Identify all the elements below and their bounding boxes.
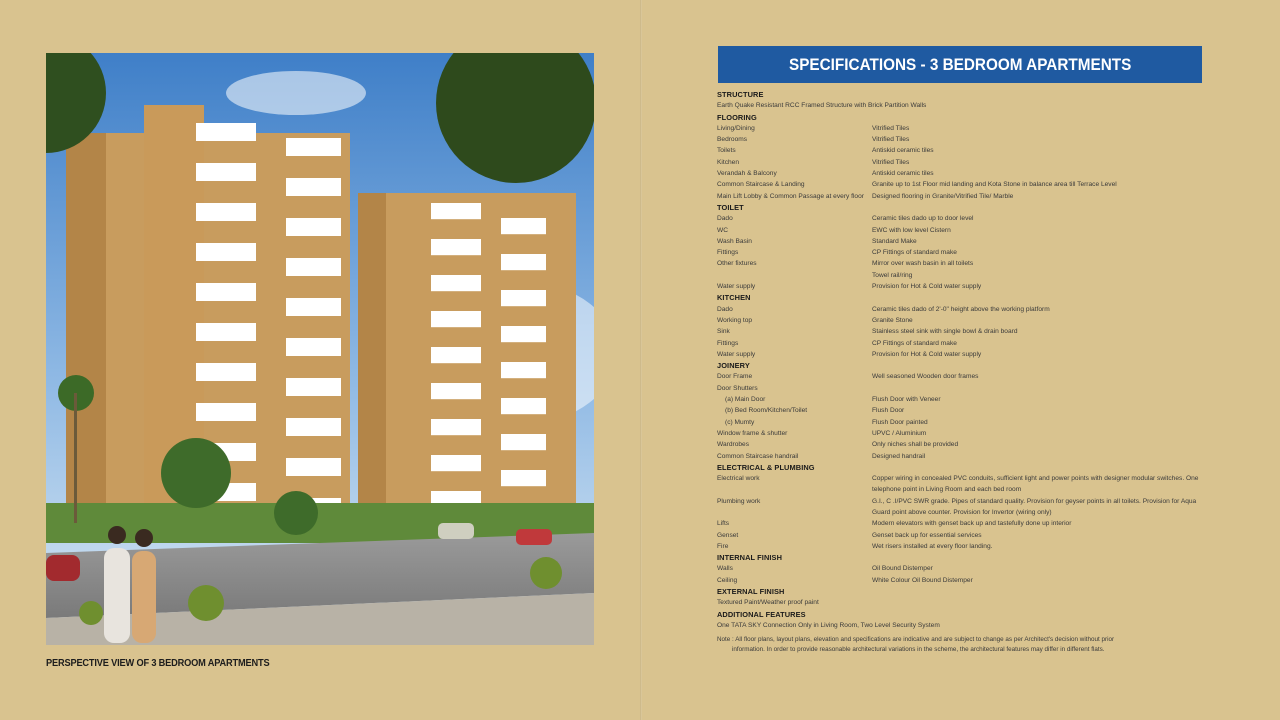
spec-value: Stainless steel sink with single bowl & drain board — [872, 328, 1018, 336]
spec-row — [717, 258, 1217, 269]
disclaimer-note — [717, 635, 1217, 655]
spec-label: Verandah & Balcony — [717, 170, 777, 178]
balcony-stripe — [286, 298, 341, 316]
spec-value: UPVC / Aluminium — [872, 429, 927, 437]
spec-row — [717, 191, 1217, 202]
spec-label: Water supply — [717, 350, 756, 358]
spec-value: Standard Make — [872, 237, 917, 245]
spec-label: Bedrooms — [717, 136, 748, 144]
balcony-stripe — [431, 311, 481, 327]
spec-row — [717, 304, 1217, 315]
spec-label: Living/Dining — [717, 124, 755, 132]
note-line-1: Note : All floor plans, layout plans, elevation and specifications are indicative and are subject to change as per Architect's decision without prior — [717, 636, 1115, 644]
section-heading-joinery: JOINERY — [717, 361, 750, 371]
balcony-stripe — [431, 275, 481, 291]
balcony-stripe — [196, 363, 256, 381]
spec-label: Main Lift Lobby & Common Passage at every floor — [717, 192, 864, 200]
spec-row — [717, 145, 1217, 156]
spec-label: Other fixtures — [717, 260, 757, 268]
image-caption: PERSPECTIVE VIEW OF 3 BEDROOM APARTMENTS — [46, 657, 270, 669]
electrical-rows — [717, 473, 1217, 552]
section-heading-structure: STRUCTURE — [717, 90, 764, 99]
spec-row — [717, 338, 1217, 349]
joinery-rows — [717, 371, 1217, 461]
spec-label: Fire — [717, 542, 729, 550]
spec-row — [717, 405, 1217, 416]
spec-row — [717, 383, 1217, 394]
spec-value: Mirror over wash basin in all toilets — [872, 260, 974, 268]
spec-row — [717, 213, 1217, 224]
spec-row — [717, 281, 1217, 292]
spec-row — [717, 439, 1217, 450]
specifications-list — [717, 89, 1217, 655]
spec-value: Wet risers installed at every floor landing. — [872, 542, 993, 550]
balcony-stripe — [196, 323, 256, 341]
balcony-stripe — [196, 403, 256, 421]
balcony-stripe — [286, 258, 341, 276]
spec-value: EWC with low level Cistern — [872, 226, 951, 234]
spec-row — [717, 157, 1217, 168]
spec-value: Modern elevators with genset back up and tastefully done up interior — [872, 520, 1072, 528]
spec-row — [717, 563, 1217, 574]
section-heading-kitchen: KITCHEN — [717, 293, 751, 303]
spec-value: Granite Stone — [872, 316, 913, 324]
spec-label: Plumbing work — [717, 497, 761, 505]
spec-label: Water supply — [717, 283, 756, 291]
balcony-stripe — [196, 163, 256, 181]
balcony-stripe — [501, 434, 546, 450]
spec-value: CP Fittings of standard make — [872, 339, 957, 347]
spec-label: Genset — [717, 531, 739, 539]
section-heading-electrical: ELECTRICAL & PLUMBING — [717, 462, 815, 472]
spec-label: Common Staircase & Landing — [717, 181, 805, 189]
spec-value: Provision for Hot & Cold water supply — [872, 350, 982, 358]
section-heading-external-finish: EXTERNAL FINISH — [717, 587, 785, 597]
balcony-stripe — [431, 347, 481, 363]
spec-label: Wardrobes — [717, 441, 750, 449]
spec-label: Door Shutters — [717, 384, 758, 392]
balcony-stripe — [501, 398, 546, 414]
spec-label: Fittings — [717, 249, 739, 257]
spec-row — [717, 225, 1217, 236]
balcony-stripe — [286, 418, 341, 436]
spec-row — [717, 247, 1217, 258]
spec-value: Antiskid ceramic tiles — [872, 170, 934, 178]
section-heading-toilet: TOILET — [717, 202, 744, 212]
spec-label: Walls — [717, 565, 733, 573]
spec-label: Fittings — [717, 339, 739, 347]
spec-label: Wash Basin — [717, 237, 752, 245]
spec-value: Antiskid ceramic tiles — [872, 147, 934, 155]
balcony-stripe — [286, 218, 341, 236]
spec-row — [717, 496, 1217, 519]
specifications-title-banner — [718, 46, 1202, 83]
spec-value: Ceramic tiles dado up to door level — [872, 215, 974, 223]
spec-value: Provision for Hot & Cold water supply — [872, 283, 982, 291]
spec-label: Toilets — [717, 147, 736, 155]
spec-label: Ceiling — [717, 576, 738, 584]
spec-value: Copper wiring in concealed PVC conduits, sufficient light and power points with designer modular switches. One telephone point in Living Room and each bed room — [872, 475, 1199, 494]
spec-label: Electrical work — [717, 475, 760, 483]
spec-row — [717, 541, 1217, 552]
spec-value: Vitrified Tiles — [872, 136, 910, 144]
spec-value: Designed handrail — [872, 452, 926, 460]
spec-value: Flush Door — [872, 407, 905, 415]
spec-value: Oil Bound Distemper — [872, 565, 933, 573]
balcony-stripe — [286, 378, 341, 396]
spec-row — [717, 518, 1217, 529]
spec-value: Flush Door painted — [872, 418, 928, 426]
balcony-stripe — [196, 123, 256, 141]
balcony-stripe — [431, 203, 481, 219]
spec-label: Kitchen — [717, 158, 739, 166]
note-line-2: information. In order to provide reasonable architectural variations in the scheme, the architectural features may differ in different flats. — [732, 646, 1105, 654]
spec-value: Vitrified Tiles — [872, 124, 910, 132]
balcony-stripe — [431, 383, 481, 399]
spec-value: G.I., C .I/PVC SWR grade. Pipes of standard quality. Provision for geyser points in all toilets. Provision for Aqua Guard point above counter. Provision for Invertor (wiring only) — [872, 497, 1197, 516]
spec-row — [717, 270, 1217, 281]
spec-row — [717, 236, 1217, 247]
balcony-stripe — [286, 458, 341, 476]
toilet-rows — [717, 213, 1217, 292]
spec-label: Working top — [717, 316, 753, 324]
spec-row — [717, 473, 1217, 496]
balcony-stripe — [501, 290, 546, 306]
spec-label: WC — [717, 226, 728, 234]
spec-row — [717, 134, 1217, 145]
spec-value: Ceramic tiles dado of 2'-0" height above the working platform — [872, 305, 1050, 313]
spec-label: Door Frame — [717, 373, 753, 381]
balcony-stripe — [196, 243, 256, 261]
spec-row — [717, 349, 1217, 360]
spec-row — [717, 417, 1217, 428]
spec-label: Window frame & shutter — [717, 429, 788, 437]
spec-value: CP Fittings of standard make — [872, 249, 957, 257]
section-heading-internal-finish: INTERNAL FINISH — [717, 553, 783, 563]
balcony-stripe — [501, 218, 546, 234]
balcony-stripe — [286, 178, 341, 196]
spec-label: (b) Bed Room/Kitchen/Toilet — [725, 407, 808, 415]
balcony-stripe — [501, 470, 546, 486]
spec-row — [717, 168, 1217, 179]
balcony-stripe — [501, 326, 546, 342]
spec-label: Lifts — [717, 520, 730, 528]
section-heading-flooring: FLOORING — [717, 112, 757, 122]
spec-row — [717, 326, 1217, 337]
spec-value: Towel rail/ring — [872, 271, 913, 279]
spec-value: Well seasoned Wooden door frames — [872, 373, 979, 381]
apartment-perspective-image — [46, 53, 594, 645]
balcony-stripe — [196, 283, 256, 301]
balcony-stripe — [286, 338, 341, 356]
spec-label: Common Staircase handrail — [717, 452, 799, 460]
spec-row: Textured Paint/Weather proof paint — [717, 599, 819, 607]
spec-value: Vitrified Tiles — [872, 158, 910, 166]
spec-value: Genset back up for essential services — [872, 531, 982, 539]
balcony-stripe — [431, 455, 481, 471]
spec-label: Sink — [717, 328, 730, 336]
kitchen-rows — [717, 304, 1217, 360]
spec-value: Flush Door with Veneer — [872, 396, 941, 404]
spec-row — [717, 371, 1217, 382]
internal-finish-rows — [717, 563, 1217, 586]
specifications-title: SPECIFICATIONS - 3 BEDROOM APARTMENTS — [788, 54, 1132, 74]
spec-value: Designed flooring in Granite/Vitrified Tile/ Marble — [872, 192, 1014, 200]
spec-row: One TATA SKY Connection Only in Living Room, Two Level Security System — [717, 621, 940, 629]
balcony-stripe — [501, 362, 546, 378]
flooring-rows — [717, 123, 1217, 202]
spec-label: Dado — [717, 215, 733, 223]
balcony-stripe — [431, 239, 481, 255]
section-heading-additional: ADDITIONAL FEATURES — [717, 609, 806, 619]
spec-label: (a) Main Door — [725, 396, 766, 404]
spec-value: Only niches shall be provided — [872, 441, 959, 449]
spec-row — [717, 451, 1217, 462]
balcony-stripe — [196, 203, 256, 221]
spec-row — [717, 530, 1217, 541]
spec-value: White Colour Oil Bound Distemper — [872, 576, 973, 584]
spec-row — [717, 179, 1217, 190]
spec-label: (c) Mumty — [725, 418, 755, 426]
page-fold — [640, 0, 642, 720]
spec-row — [717, 123, 1217, 134]
balcony-stripe — [501, 254, 546, 270]
spec-row — [717, 575, 1217, 586]
balcony-stripe — [431, 419, 481, 435]
spec-row — [717, 394, 1217, 405]
spec-row: Earth Quake Resistant RCC Framed Structure with Brick Partition Walls — [717, 102, 927, 110]
spec-row — [717, 315, 1217, 326]
balcony-stripe — [286, 138, 341, 156]
spec-label: Dado — [717, 305, 733, 313]
spec-value: Granite up to 1st Floor mid landing and Kota Stone in balance area till Terrace Level — [872, 181, 1117, 189]
spec-row — [717, 428, 1217, 439]
